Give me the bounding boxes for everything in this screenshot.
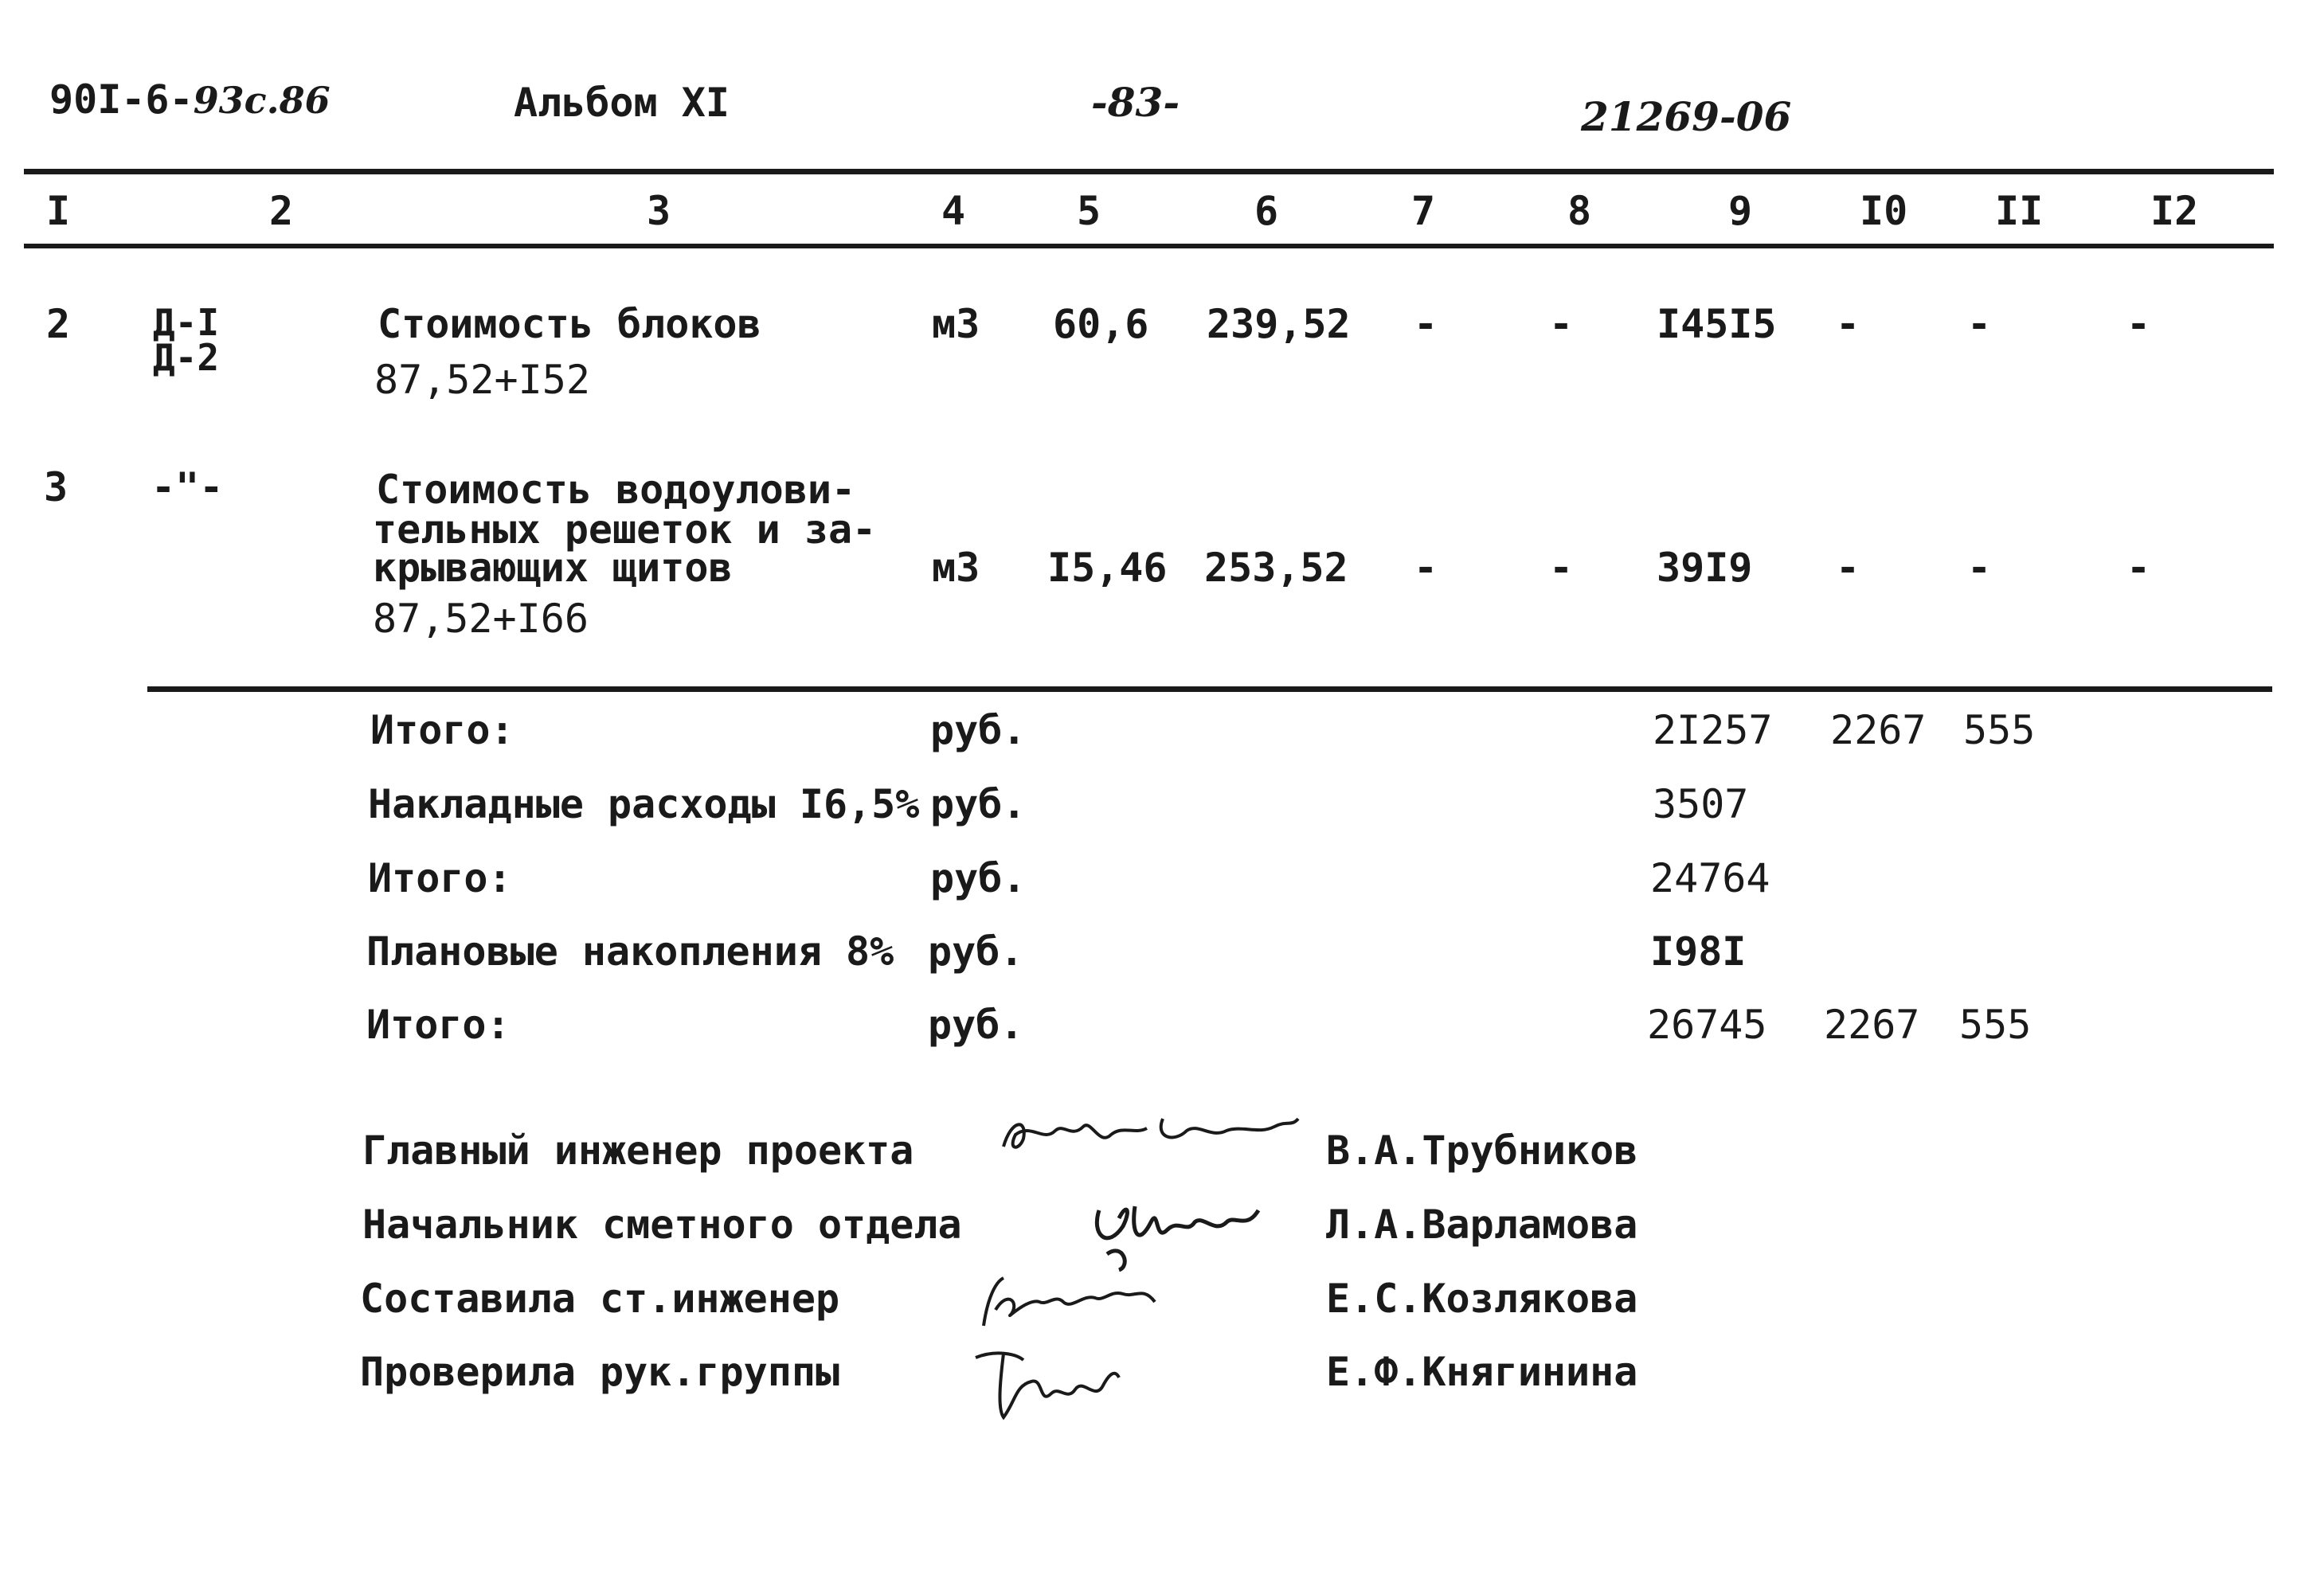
album-title: Альбом XI [514,80,730,126]
col-header-12: I2 [2150,188,2199,234]
table-row-description: крывающих щитов [373,545,733,591]
table-row-qty: 60,6 [1053,301,1149,347]
handwritten-signature [964,1266,1171,1338]
totals-unit: руб. [928,1002,1024,1048]
totals-label: Итого: [368,855,512,901]
handwritten-signature [996,1103,1330,1167]
table-row-col10: - [1836,545,1860,591]
table-row-description: Стоимость водоулови- [376,467,856,513]
table-row-price: 239,52 [1207,301,1351,347]
table-row-col12: - [2126,545,2151,591]
signature-role: Составила ст.инженер [360,1276,840,1322]
table-row-col8: - [1549,301,1574,347]
signature-role: Проверила рук.группы [360,1349,840,1395]
table-row-unit: м3 [932,545,980,591]
totals-unit: руб. [930,707,1027,753]
signature-name: В.А.Трубников [1326,1127,1638,1174]
doc-code [49,76,331,123]
signature-name: Е.С.Козлякова [1326,1276,1638,1322]
totals-col9: 26745 [1647,1002,1767,1048]
col-header-3: 3 [647,188,671,234]
signature-name: Е.Ф.Княгинина [1326,1349,1638,1395]
totals-unit: руб. [930,855,1027,901]
table-row-col8: - [1549,545,1574,591]
table-row-col11: - [1967,545,1992,591]
handwritten-signature [968,1338,1127,1425]
col-header-9: 9 [1728,188,1753,234]
page-number: -83- [1091,79,1180,126]
signature-role: Главный инженер проекта [362,1127,914,1174]
table-row-col9: I45I5 [1657,301,1777,347]
table-row-formula: 87,52+I66 [373,596,589,642]
handwritten-signature [1075,1186,1282,1274]
table-row-formula: 87,52+I52 [374,357,590,403]
totals-col9: I98I [1650,928,1747,975]
totals-col9: 24764 [1650,855,1770,901]
doc-number: 21269-06 [1581,93,1792,140]
table-row-col11: - [1967,301,1992,347]
header-top-rule [24,169,2274,174]
col-header-8: 8 [1567,188,1592,234]
table-row-code: Д-2 [153,336,220,379]
table-row-col10: - [1836,301,1860,347]
totals-col9: 2I257 [1653,707,1773,753]
totals-col10: 2267 [1824,1002,1920,1048]
col-header-4: 4 [941,188,966,234]
table-row-code: Д-I [153,301,220,344]
totals-col9: 3507 [1653,781,1749,827]
table-row-col7: - [1414,301,1438,347]
col-header-2: 2 [269,188,294,234]
table-row-col12: - [2126,301,2151,347]
header-bottom-rule [24,244,2274,248]
table-row-col9: 39I9 [1657,545,1753,591]
col-header-10: I0 [1860,188,1908,234]
table-row-code: -"- [151,464,224,510]
doc-code-printed: 90I-6- [49,76,194,123]
col-header-5: 5 [1077,188,1101,234]
totals-label: Плановые накопления 8% [366,928,894,975]
table-row-qty: I5,46 [1047,545,1168,591]
table-row-description: тельных решеток и за- [373,506,877,553]
totals-label: Накладные расходы I6,5% [368,781,920,827]
totals-col10: 2267 [1830,707,1927,753]
totals-col11: 555 [1963,707,2036,753]
totals-col11: 555 [1959,1002,2032,1048]
doc-code-handwritten: 93с.86 [193,79,331,122]
table-row-description: Стоимость блоков [378,301,761,347]
table-row-num: 3 [44,464,68,510]
table-row-price: 253,52 [1204,545,1348,591]
col-header-11: II [1995,188,2044,234]
col-header-1: I [46,188,71,234]
totals-rule [147,686,2272,692]
col-header-7: 7 [1411,188,1436,234]
totals-unit: руб. [928,928,1024,975]
table-row-num: 2 [46,301,71,347]
totals-label: Итого: [370,707,514,753]
signature-role: Начальник сметного отдела [362,1202,962,1248]
col-header-6: 6 [1254,188,1279,234]
table-row-unit: м3 [932,301,980,347]
totals-label: Итого: [366,1002,511,1048]
totals-unit: руб. [930,781,1027,827]
table-row-col7: - [1414,545,1438,591]
signature-name: Л.А.Варламова [1326,1202,1638,1248]
